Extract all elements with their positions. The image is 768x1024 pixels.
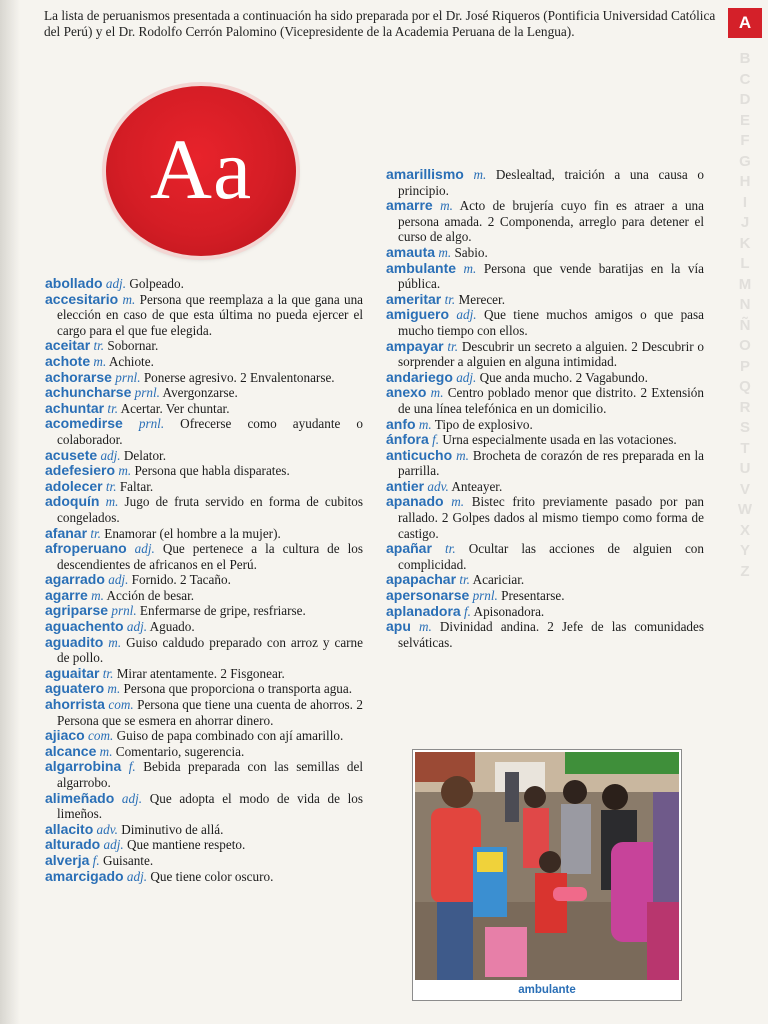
entry-headword: apersonarse xyxy=(386,587,470,604)
index-letter-u[interactable]: U xyxy=(739,460,751,477)
entry-definition: Faltar. xyxy=(119,478,154,494)
entry-part-of-speech: m. xyxy=(91,587,104,603)
dictionary-entry xyxy=(45,681,363,697)
entry-part-of-speech: f. xyxy=(464,603,471,619)
illustration-figure xyxy=(412,749,682,1001)
entry-part-of-speech: adj. xyxy=(108,572,129,588)
dictionary-entry xyxy=(386,448,704,479)
entry-definition: Centro poblado menor que distrito. 2 Extensión de una línea telefónica en un domicilio. xyxy=(398,385,704,416)
index-letter-s[interactable]: S xyxy=(739,419,750,436)
dictionary-entry xyxy=(45,588,363,604)
entry-part-of-speech: adj. xyxy=(456,307,477,323)
entry-part-of-speech: m. xyxy=(440,198,453,214)
entry-headword: allacito xyxy=(45,820,94,837)
entry-definition: Persona que proporciona o transporta agua. xyxy=(123,681,353,697)
dictionary-entry xyxy=(386,494,704,541)
index-letter-r[interactable]: R xyxy=(739,398,751,416)
entry-headword: amauta xyxy=(386,243,436,260)
entry-headword: agarre xyxy=(45,586,88,603)
entry-definition: Que pertenece a la cultura de los descendientes de africanos en el Perú. xyxy=(57,541,363,572)
entry-headword: acomedirse xyxy=(45,415,123,432)
dictionary-entry xyxy=(45,463,363,479)
alphabet-index xyxy=(728,50,762,583)
entry-part-of-speech: m. xyxy=(463,260,477,276)
dictionary-entry xyxy=(386,261,704,292)
entry-headword: alverja xyxy=(45,851,90,868)
entry-part-of-speech: tr. xyxy=(459,572,470,588)
entry-definition: Acción de besar. xyxy=(106,587,195,603)
entry-headword: amiguero xyxy=(386,306,450,323)
index-letter-x[interactable]: X xyxy=(739,521,750,539)
entry-definition: Diminutivo de allá. xyxy=(121,821,224,837)
entry-definition: Que mantiene respeto. xyxy=(126,837,246,853)
entry-definition: Que tiene muchos amigos o que pasa mucho tiempo con ellos. xyxy=(398,307,705,338)
dictionary-entry xyxy=(45,853,363,869)
entry-definition: Deslealtad, traición a una causa o principio. xyxy=(398,167,704,198)
entry-part-of-speech: prnl. xyxy=(472,588,498,604)
entry-headword: abollado xyxy=(45,275,103,291)
entry-headword: achuncharse xyxy=(45,384,132,401)
entry-headword: amarre xyxy=(386,197,433,214)
dictionary-entry xyxy=(386,417,704,433)
entry-definition: Ponerse agresivo. 2 Envalentonarse. xyxy=(143,369,335,385)
index-letter-p[interactable]: P xyxy=(739,357,750,375)
dictionary-entry xyxy=(386,588,704,604)
entry-headword: apapachar xyxy=(386,571,457,588)
entry-headword: alimeñado xyxy=(45,789,115,806)
entry-headword: ajiaco xyxy=(45,727,85,744)
entry-part-of-speech: prnl. xyxy=(134,385,160,401)
dictionary-entry xyxy=(45,728,363,744)
index-letter-t[interactable]: T xyxy=(740,439,750,457)
entry-headword: agarrado xyxy=(45,571,105,588)
entry-definition: Descubrir un secreto a alguien. 2 Descubrir o sorprender a alguien en alguna intimidad. xyxy=(398,338,705,370)
entry-definition: Sabio. xyxy=(454,244,488,260)
index-letter-w[interactable]: W xyxy=(737,501,753,518)
entry-definition: Mirar atentamente. 2 Fisgonear. xyxy=(116,665,285,681)
dictionary-entry xyxy=(386,541,704,572)
index-letter-e[interactable]: E xyxy=(739,111,750,129)
entry-headword: anticucho xyxy=(386,446,453,463)
entries-left-column xyxy=(45,276,363,884)
entry-part-of-speech: m. xyxy=(418,619,432,635)
entry-headword: ambulante xyxy=(386,259,457,276)
entry-part-of-speech: m. xyxy=(418,416,432,432)
dictionary-entry xyxy=(45,759,363,790)
index-letter-b[interactable]: B xyxy=(739,50,751,67)
dictionary-entry xyxy=(45,837,363,853)
dictionary-entry xyxy=(45,541,363,572)
entry-headword: ampayar xyxy=(386,337,444,354)
index-letter-g[interactable]: G xyxy=(739,152,751,170)
entry-part-of-speech: tr. xyxy=(90,525,101,541)
entry-headword: aceitar xyxy=(45,337,91,354)
entry-headword: aguaitar xyxy=(45,664,100,681)
entry-part-of-speech: com. xyxy=(108,697,134,713)
index-letter-i[interactable]: I xyxy=(742,193,748,211)
entry-definition: Fornido. 2 Tacaño. xyxy=(131,572,231,588)
entry-part-of-speech: m. xyxy=(108,634,122,650)
entry-part-of-speech: m. xyxy=(430,385,444,401)
entry-definition: Merecer. xyxy=(458,291,505,307)
entry-headword: ahorrista xyxy=(45,696,105,713)
dictionary-entry xyxy=(45,572,363,588)
photo-caption: ambulante xyxy=(518,984,576,996)
dictionary-entry xyxy=(45,603,363,619)
dictionary-entry xyxy=(45,292,363,339)
entry-part-of-speech: adj. xyxy=(103,837,124,853)
intro-paragraph: La lista de peruanismos presentada a continuación ha sido preparada por el Dr. José Riqueros (Pontificia Universidad Católica del Perú) y el Dr. Rodolfo Cerrón Palomino (Vicepresidente de la Academia Peruana de la Lengua). xyxy=(44,8,716,39)
entry-definition: Apisonadora. xyxy=(473,603,545,619)
page-gutter-shadow xyxy=(0,0,20,1024)
entry-headword: andariego xyxy=(386,368,453,385)
letter-tab-a[interactable]: A xyxy=(728,8,762,38)
entry-part-of-speech: prnl. xyxy=(111,603,137,619)
entry-headword: adoquín xyxy=(45,493,100,510)
entry-headword: ameritar xyxy=(386,290,442,307)
dictionary-entry xyxy=(45,479,363,495)
entry-definition: Bebida preparada con las semillas del algarrobo. xyxy=(57,759,364,790)
entry-headword: aguatero xyxy=(45,680,105,697)
entry-part-of-speech: tr. xyxy=(105,478,117,494)
entry-headword: alturado xyxy=(45,836,101,853)
entry-definition: Guisante. xyxy=(102,852,154,868)
entry-definition: Sobornar. xyxy=(107,338,159,354)
entry-part-of-speech: m. xyxy=(451,494,465,510)
entry-part-of-speech: m. xyxy=(99,743,113,759)
dictionary-entry xyxy=(386,292,704,308)
entry-definition: Aguado. xyxy=(149,619,195,635)
entry-part-of-speech: prnl. xyxy=(115,369,141,385)
dictionary-entry xyxy=(45,401,363,417)
dictionary-entry xyxy=(45,276,363,292)
dictionary-entry xyxy=(386,619,704,650)
dictionary-entry xyxy=(45,744,363,760)
entry-headword: afroperuano xyxy=(45,540,127,557)
entry-headword: agriparse xyxy=(45,602,109,619)
entry-headword: accesitario xyxy=(45,290,119,307)
entry-definition: Avergonzarse. xyxy=(162,385,238,401)
dictionary-entry xyxy=(45,666,363,682)
entry-headword: adolecer xyxy=(45,477,103,494)
entry-headword: aguadito xyxy=(45,633,104,650)
entry-part-of-speech: adj. xyxy=(126,619,148,635)
index-letter-h[interactable]: H xyxy=(739,173,751,190)
entry-definition: Que tiene color oscuro. xyxy=(150,868,274,884)
section-letter-badge xyxy=(106,86,296,256)
dictionary-entry xyxy=(45,416,363,447)
entry-part-of-speech: tr. xyxy=(93,338,105,354)
entry-definition: Comentario, sugerencia. xyxy=(115,743,245,759)
entry-definition: Presentarse. xyxy=(501,588,565,604)
entry-headword: amarcigado xyxy=(45,867,124,884)
dictionary-entry xyxy=(45,526,363,542)
dictionary-entry xyxy=(386,167,704,198)
index-letter-l[interactable]: L xyxy=(740,255,750,272)
entry-headword: algarrobina xyxy=(45,758,122,775)
entry-part-of-speech: m. xyxy=(438,244,452,260)
entry-headword: apanado xyxy=(386,493,444,510)
index-letter-m[interactable]: M xyxy=(738,275,752,293)
entry-part-of-speech: adj. xyxy=(105,276,127,291)
entry-definition: Ocultar las acciones de alguien con complicidad. xyxy=(398,541,704,572)
entry-part-of-speech: m. xyxy=(473,167,487,182)
entry-part-of-speech: m. xyxy=(122,291,136,307)
section-letters: Aa xyxy=(149,121,253,217)
entry-part-of-speech: m. xyxy=(107,681,121,697)
entry-definition: Persona que reemplaza a la que gana una elección en caso de que esta última no pueda ejercer el cargo para el que fue elegida. xyxy=(57,291,364,338)
index-letter-c[interactable]: C xyxy=(739,70,751,88)
index-letter-k[interactable]: K xyxy=(739,234,751,252)
index-letter-o[interactable]: O xyxy=(739,337,751,354)
entry-headword: achote xyxy=(45,352,91,369)
dictionary-entry xyxy=(45,385,363,401)
entry-headword: amarillismo xyxy=(386,166,464,182)
entry-definition: Enfermarse de gripe, resfriarse. xyxy=(139,603,306,619)
dictionary-entry xyxy=(45,370,363,386)
dictionary-entry xyxy=(45,869,363,885)
index-letter-y[interactable]: Y xyxy=(739,542,750,559)
entry-headword: ánfora xyxy=(386,431,429,448)
index-letter-f[interactable]: F xyxy=(740,132,750,149)
entry-definition: Achiote. xyxy=(108,353,154,369)
entry-part-of-speech: tr. xyxy=(107,400,119,416)
index-letter-q[interactable]: Q xyxy=(739,378,751,395)
entry-headword: achorarse xyxy=(45,368,112,385)
index-letter-v[interactable]: V xyxy=(739,480,750,498)
dictionary-entry xyxy=(45,448,363,464)
entry-part-of-speech: tr. xyxy=(102,665,114,681)
entry-definition: Bistec frito previamente pasado por pan rallado. 2 Golpes dados al mismo tiempo como forma de castigo. xyxy=(398,494,705,541)
entry-part-of-speech: adj. xyxy=(121,790,143,806)
entry-definition: Acariciar. xyxy=(472,572,525,588)
entry-definition: Que anda mucho. 2 Vagabundo. xyxy=(479,369,648,385)
entry-part-of-speech: f. xyxy=(432,432,440,448)
index-letter-j[interactable]: J xyxy=(740,214,750,231)
entry-definition: Brocheta de corazón de res preparada en la parrilla. xyxy=(398,447,705,479)
entry-part-of-speech: m. xyxy=(105,494,119,510)
entry-headword: acusete xyxy=(45,446,98,463)
street-vendor-photo xyxy=(415,752,679,980)
entry-headword: apu xyxy=(386,618,411,635)
entry-headword: anexo xyxy=(386,384,427,401)
dictionary-entry xyxy=(386,370,704,386)
entry-part-of-speech: adv. xyxy=(96,821,118,837)
dictionary-entry xyxy=(386,339,704,370)
entry-headword: anfo xyxy=(386,415,416,432)
entry-headword: apañar xyxy=(386,540,432,557)
dictionary-entry xyxy=(386,385,704,416)
entry-definition: Acto de brujería cuyo fin es atraer a una persona amada. 2 Componenda, arreglo para detener el curso de algo. xyxy=(398,198,705,245)
dictionary-entry xyxy=(45,791,363,822)
entry-headword: achuntar xyxy=(45,399,105,416)
dictionary-entry xyxy=(386,479,704,495)
dictionary-entry xyxy=(386,604,704,620)
dictionary-entry xyxy=(386,572,704,588)
entry-part-of-speech: f. xyxy=(128,759,136,775)
entry-definition: Persona que vende baratijas en la vía pública. xyxy=(398,260,704,292)
entry-definition: Persona que habla disparates. xyxy=(134,463,290,479)
dictionary-entry xyxy=(45,338,363,354)
dictionary-entry xyxy=(45,354,363,370)
entry-part-of-speech: com. xyxy=(88,728,114,744)
index-letter-z[interactable]: Z xyxy=(740,562,750,580)
entry-definition: Persona que tiene una cuenta de ahorros. 2 Persona que se esmera en ahorrar dinero. xyxy=(57,697,364,728)
entry-definition: Golpeado. xyxy=(129,276,184,291)
entry-part-of-speech: tr. xyxy=(444,291,456,307)
entry-headword: adefesiero xyxy=(45,462,116,479)
entry-part-of-speech: adj. xyxy=(100,447,121,463)
entry-definition: Jugo de fruta servido en forma de cubitos congelados. xyxy=(57,494,364,525)
index-letter-ñ[interactable]: Ñ xyxy=(739,316,751,334)
entry-part-of-speech: f. xyxy=(92,852,100,868)
entry-part-of-speech: prnl. xyxy=(138,416,165,432)
entry-headword: aplanadora xyxy=(386,602,461,619)
index-letter-n[interactable]: N xyxy=(739,296,751,313)
entry-definition: Acertar. Ver chuntar. xyxy=(120,400,230,416)
entry-headword: afanar xyxy=(45,524,88,541)
dictionary-entry xyxy=(45,822,363,838)
entry-headword: aguachento xyxy=(45,618,124,635)
dictionary-entry xyxy=(386,307,704,338)
entry-part-of-speech: m. xyxy=(456,447,469,463)
dictionary-entry xyxy=(45,494,363,525)
dictionary-entry xyxy=(386,245,704,261)
dictionary-entry xyxy=(45,619,363,635)
entry-headword: antier xyxy=(386,477,425,494)
entry-headword: alcance xyxy=(45,742,97,759)
entries-right-column xyxy=(386,167,704,650)
entry-definition: Guiso caldudo preparado con arroz y carne de pollo. xyxy=(57,634,364,666)
dictionary-entry xyxy=(45,697,363,728)
entry-part-of-speech: adj. xyxy=(456,369,477,385)
entry-part-of-speech: m. xyxy=(118,463,132,479)
entry-definition: Anteayer. xyxy=(451,478,503,494)
dictionary-entry xyxy=(386,198,704,245)
index-letter-d[interactable]: D xyxy=(739,91,751,108)
entry-definition: Tipo de explosivo. xyxy=(434,416,533,432)
entry-part-of-speech: adv. xyxy=(427,478,449,494)
entry-definition: Delator. xyxy=(123,447,167,463)
entry-definition: Ofrecerse como ayudante o colaborador. xyxy=(57,416,363,447)
dictionary-entry xyxy=(386,432,704,448)
entry-definition: Que adopta el modo de vida de los limeños. xyxy=(57,790,364,822)
entry-part-of-speech: m. xyxy=(93,353,107,369)
dictionary-entry xyxy=(45,635,363,666)
entry-part-of-speech: tr. xyxy=(445,541,456,557)
entry-part-of-speech: adj. xyxy=(134,541,155,557)
entry-part-of-speech: adj. xyxy=(126,868,148,884)
entry-part-of-speech: tr. xyxy=(447,338,459,354)
entry-definition: Guiso de papa combinado con ají amarillo. xyxy=(116,728,344,744)
entry-definition: Urna especialmente usada en las votaciones. xyxy=(442,432,677,448)
entry-definition: Enamorar (el hombre a la mujer). xyxy=(104,525,281,541)
entry-definition: Divinidad andina. 2 Jefe de las comunidades selváticas. xyxy=(398,619,705,650)
